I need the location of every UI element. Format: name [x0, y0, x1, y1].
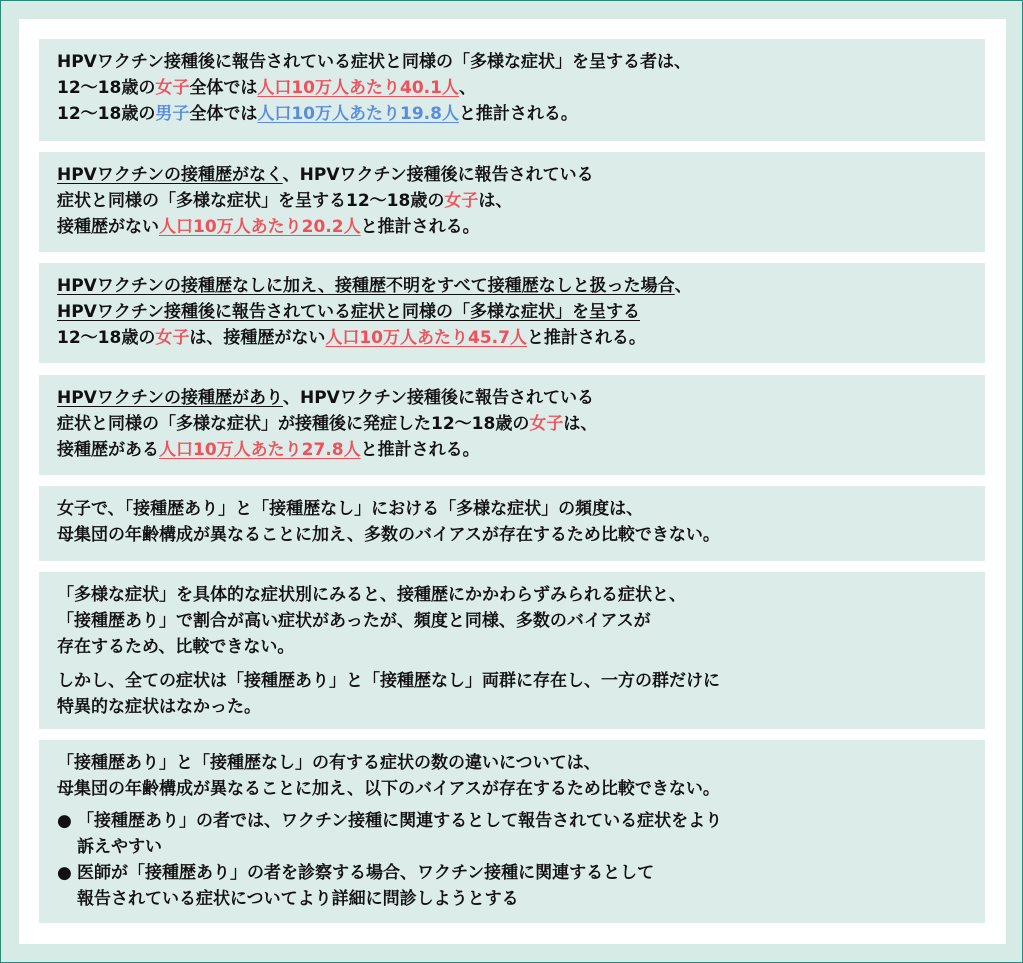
box5-line1: 女子で、「接種歴あり」と「接種歴なし」における「多様な症状」の頻度は、: [57, 499, 644, 519]
box6-line2: 「接種歴あり」で割合が高い症状があったが、頻度と同様、多数のバイアスが: [57, 611, 651, 631]
rate-boys-all: 人口10万人あたり19.8人: [257, 104, 459, 124]
age-text: 12～18歳の: [57, 78, 156, 98]
text: 症状と同様の「多様な症状」を呈する12～18歳の: [57, 191, 445, 211]
estimate-text: と推計される。: [458, 104, 578, 124]
girls-text: 女子: [155, 78, 190, 98]
whole-text: 全体では: [189, 104, 258, 124]
girls-text: 女子: [529, 414, 564, 434]
box2-line2: [57, 188, 967, 214]
bullet-icon: ●: [57, 863, 72, 883]
summary-box-2: [39, 152, 985, 252]
box2-line1: [57, 162, 967, 188]
boys-text: 男子: [155, 104, 190, 124]
box7-line1: 「接種歴あり」と「接種歴なし」の有する症状の数の違いについては、: [57, 753, 601, 773]
box6-line3: 存在するため、比較できない。: [57, 637, 295, 657]
girls-text: 女子: [155, 328, 190, 348]
box2-line3: [57, 214, 967, 240]
summary-box-3: [39, 263, 985, 363]
box7-line2: 母集団の年齢構成が異なることに加え、以下のバイアスが存在するため比較できない。: [57, 779, 720, 799]
box1-line1: HPVワクチン接種後に報告されている症状と同様の「多様な症状」を呈する者は、: [57, 52, 691, 72]
box4-line1: [57, 385, 967, 411]
box6-line5: 特異的な症状はなかった。: [57, 697, 261, 717]
summary-box-5: [39, 486, 985, 561]
box6-line4: しかし、全ての症状は「接種歴あり」と「接種歴なし」両群に存在し、一方の群だけに: [57, 671, 720, 691]
box6-line1: 「多様な症状」を具体的な症状別にみると、接種歴にかかわらずみられる症状と、: [57, 585, 686, 605]
girls-text: 女子: [444, 191, 479, 211]
rate-girls-all: 人口10万人あたり40.1人: [257, 78, 459, 98]
text: は、: [563, 414, 598, 434]
age-text: 12～18歳の: [57, 104, 156, 124]
estimate-text: と推計される。: [360, 217, 480, 237]
punct: 、: [458, 78, 476, 98]
box1-line2: [57, 75, 967, 101]
box4-line2: [57, 411, 967, 437]
summary-box-7: [39, 740, 985, 923]
box3-line2: HPVワクチン接種後に報告されている症状と同様の「多様な症状」を呈する: [57, 302, 640, 322]
text: 接種歴がない: [57, 217, 159, 237]
bullet-icon: ●: [57, 811, 72, 831]
box3-line1: [57, 273, 967, 299]
condition-text: HPVワクチンの接種歴がなく: [57, 165, 283, 185]
bullet1-line2: 訴えやすい: [77, 837, 162, 857]
text: 、HPVワクチン接種後に報告されている: [283, 388, 594, 408]
text: 12～18歳の: [57, 328, 156, 348]
summary-box-4: [39, 375, 985, 475]
estimate-text: と推計される。: [526, 328, 646, 348]
rate-unvaccinated-incl-unknown: 人口10万人あたり45.7人: [325, 328, 527, 348]
rate-vaccinated: 人口10万人あたり27.8人: [159, 440, 361, 460]
text: 症状と同様の「多様な症状」が接種後に発症した12～18歳の: [57, 414, 530, 434]
box1-line3: [57, 101, 967, 127]
bias-bullet-2: [57, 860, 967, 912]
summary-box-1: [39, 39, 985, 141]
box4-line3: [57, 437, 967, 463]
estimate-text: と推計される。: [360, 440, 480, 460]
summary-box-6: [39, 572, 985, 729]
text: 、HPVワクチン接種後に報告されている: [282, 165, 594, 185]
text: 、: [674, 276, 692, 296]
text: は、: [478, 191, 513, 211]
bullet2-line2: 報告されている症状についてより詳細に問診しようとする: [77, 889, 519, 909]
condition-text: HPVワクチンの接種歴なしに加え、接種歴不明をすべて接種歴なしと扱った場合: [57, 276, 675, 296]
text: は、接種歴がない: [189, 328, 326, 348]
box3-line3: [57, 325, 967, 351]
rate-unvaccinated: 人口10万人あたり20.2人: [159, 217, 361, 237]
condition-text: HPVワクチンの接種歴があり: [57, 388, 283, 408]
whole-text: 全体では: [189, 78, 258, 98]
text: 接種歴がある: [57, 440, 159, 460]
box5-line2: 母集団の年齢構成が異なることに加え、多数のバイアスが存在するため比較できない。: [57, 525, 720, 545]
bullet2-line1: 医師が「接種歴あり」の者を診察する場合、ワクチン接種に関連するとして: [77, 863, 655, 883]
bullet1-line1: 「接種歴あり」の者では、ワクチン接種に関連するとして報告されている症状をより: [77, 811, 723, 831]
content-panel: [19, 19, 1006, 944]
bias-bullet-1: [57, 808, 967, 860]
